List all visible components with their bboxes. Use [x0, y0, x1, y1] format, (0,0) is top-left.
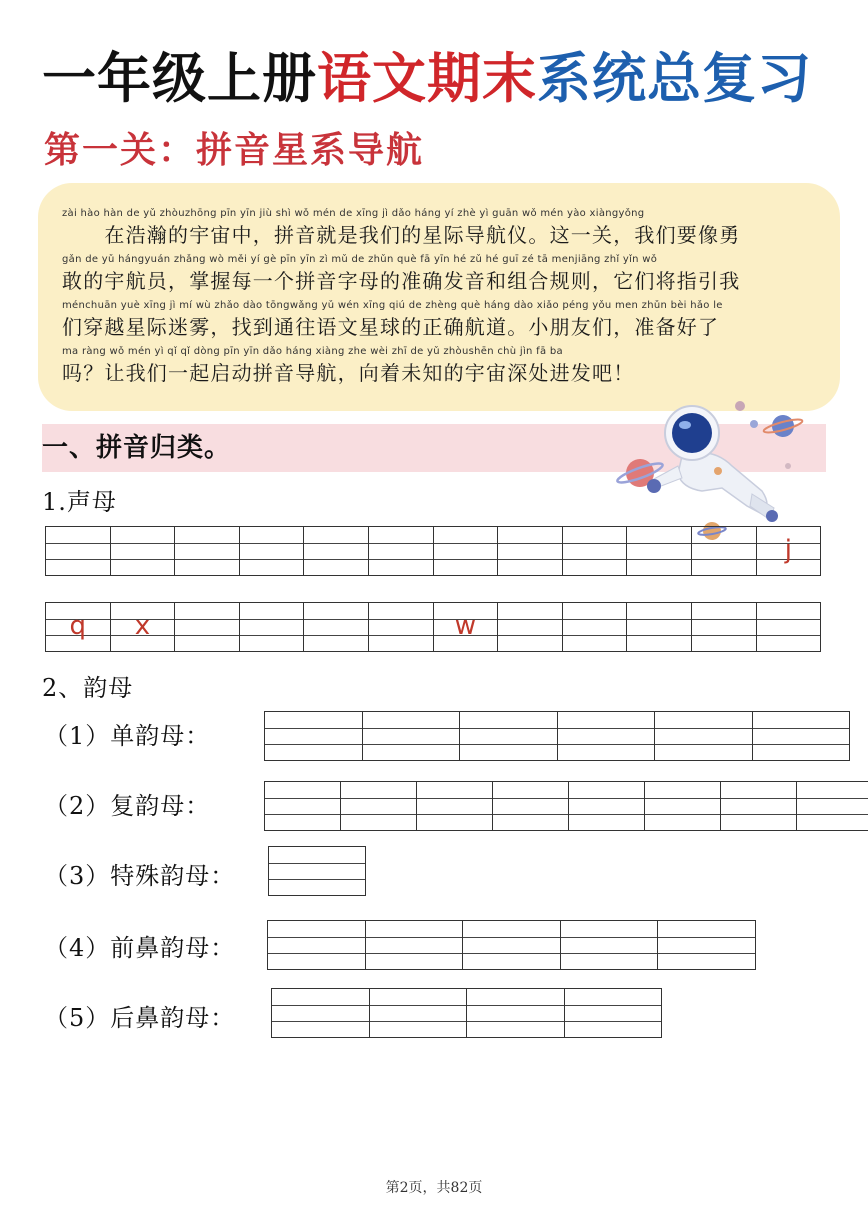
writing-cell[interactable]: [240, 602, 305, 652]
main-title: [42, 44, 812, 114]
intro-text: 们穿越星际迷雾，找到通往语文星球的正确航道。小朋友们，准备好了: [62, 315, 720, 339]
writing-cell[interactable]: [304, 526, 369, 576]
writing-cell[interactable]: [369, 602, 434, 652]
writing-cell[interactable]: [569, 781, 645, 831]
writing-cell[interactable]: [366, 920, 464, 970]
yunmu-grid-2: [264, 781, 868, 831]
writing-cell[interactable]: [175, 602, 240, 652]
writing-cell[interactable]: [558, 711, 656, 761]
writing-cell[interactable]: [645, 781, 721, 831]
title-part-1: 一年级上册: [42, 47, 317, 110]
writing-cell[interactable]: [797, 781, 868, 831]
writing-cell[interactable]: [565, 988, 663, 1038]
yunmu-grid-5: [271, 988, 662, 1038]
title-part-3: 系统总复习: [537, 47, 812, 110]
intro-pinyin: ma ràng wǒ mén yì qǐ qǐ dòng pīn yīn dǎo háng xiàng zhe wèi zhī de yǔ zhòushēn chù jìn fā ba: [62, 346, 563, 357]
writing-cell[interactable]: [434, 602, 499, 652]
cell-letter: w: [454, 611, 476, 641]
yunmu-label-2: （2）复韵母：: [44, 792, 211, 820]
writing-cell[interactable]: [46, 526, 111, 576]
page-footer: 第2页，共82页: [385, 1180, 483, 1196]
writing-cell[interactable]: [757, 526, 822, 576]
level-title: 第一关：拼音星系导航: [44, 129, 425, 171]
writing-cell[interactable]: [46, 602, 111, 652]
writing-cell[interactable]: [627, 526, 692, 576]
cell-letter: x: [134, 611, 151, 641]
writing-cell[interactable]: [655, 711, 753, 761]
writing-cell[interactable]: [363, 711, 461, 761]
intro-line-2: [62, 253, 842, 295]
writing-cell[interactable]: [753, 711, 851, 761]
writing-cell[interactable]: [272, 988, 370, 1038]
writing-cell[interactable]: [175, 526, 240, 576]
writing-cell[interactable]: [692, 526, 757, 576]
writing-cell[interactable]: [240, 526, 305, 576]
writing-cell[interactable]: [563, 526, 628, 576]
writing-cell[interactable]: [268, 920, 366, 970]
intro-line-4: [62, 345, 842, 387]
intro-pinyin: gǎn de yǔ hángyuán zhǎng wò měi yí gè pīn yīn zì mǔ de zhǔn què fā yīn hé zǔ hé guī zé tā menjiāng zhǐ yǐn wǒ: [62, 254, 658, 265]
writing-cell[interactable]: [692, 602, 757, 652]
writing-cell[interactable]: [341, 781, 417, 831]
yunmu-heading: 2、韵母: [42, 674, 134, 702]
intro-text: 在浩瀚的宇宙中，拼音就是我们的星际导航仪。这一关，我们要像勇: [62, 223, 741, 247]
intro-line-3: [62, 299, 842, 341]
writing-cell[interactable]: [417, 781, 493, 831]
shengmu-grid-row-2: [45, 602, 821, 652]
intro-text: 敢的宇航员，掌握每一个拼音字母的准确发音和组合规则，它们将指引我: [62, 269, 741, 293]
writing-cell[interactable]: [269, 846, 366, 896]
intro-text: 吗？让我们一起启动拼音导航，向着未知的宇宙深处进发吧！: [62, 361, 635, 385]
yunmu-label-1: （1）单韵母：: [44, 722, 211, 750]
yunmu-grid-3: [268, 846, 366, 896]
intro-line-1: [62, 207, 842, 249]
intro-pinyin: zài hào hàn de yǔ zhòuzhōng pīn yīn jiù shì wǒ mén de xīng jì dǎo háng yí zhè yì guān wǒ mén yào xiàngyǒng: [62, 208, 645, 219]
writing-cell[interactable]: [463, 920, 561, 970]
writing-cell[interactable]: [658, 920, 756, 970]
writing-cell[interactable]: [434, 526, 499, 576]
cell-letter: j: [784, 535, 792, 565]
section-title: 一、拼音归类。: [42, 433, 232, 463]
intro-pinyin: ménchuān yuè xīng jì mí wù zhǎo dào tōngwǎng yǔ wén xīng qiú de zhèng què háng dào xiǎo péng yǒu men zhǔn bèi hǎo le: [62, 300, 723, 311]
writing-cell[interactable]: [467, 988, 565, 1038]
writing-cell[interactable]: [561, 920, 659, 970]
writing-cell[interactable]: [627, 602, 692, 652]
shengmu-grid-row-1: [45, 526, 821, 576]
writing-cell[interactable]: [757, 602, 822, 652]
writing-cell[interactable]: [563, 602, 628, 652]
writing-cell[interactable]: [111, 602, 176, 652]
shengmu-heading: 1.声母: [42, 488, 117, 516]
writing-cell[interactable]: [721, 781, 797, 831]
writing-cell[interactable]: [304, 602, 369, 652]
writing-cell[interactable]: [111, 526, 176, 576]
yunmu-grid-1: [264, 711, 850, 761]
astronaut-with-planets-icon: [612, 396, 824, 544]
writing-cell[interactable]: [265, 781, 341, 831]
writing-cell[interactable]: [369, 526, 434, 576]
yunmu-label-3: （3）特殊韵母：: [44, 862, 236, 890]
yunmu-grid-4: [267, 920, 756, 970]
writing-cell[interactable]: [498, 526, 563, 576]
yunmu-label-4: （4）前鼻韵母：: [44, 934, 236, 962]
writing-cell[interactable]: [493, 781, 569, 831]
intro-box: [38, 183, 840, 411]
writing-cell[interactable]: [265, 711, 363, 761]
yunmu-label-5: （5）后鼻韵母：: [44, 1004, 236, 1032]
writing-cell[interactable]: [498, 602, 563, 652]
title-part-2: 语文期末: [317, 47, 537, 110]
writing-cell[interactable]: [370, 988, 468, 1038]
cell-letter: q: [69, 611, 87, 641]
writing-cell[interactable]: [460, 711, 558, 761]
